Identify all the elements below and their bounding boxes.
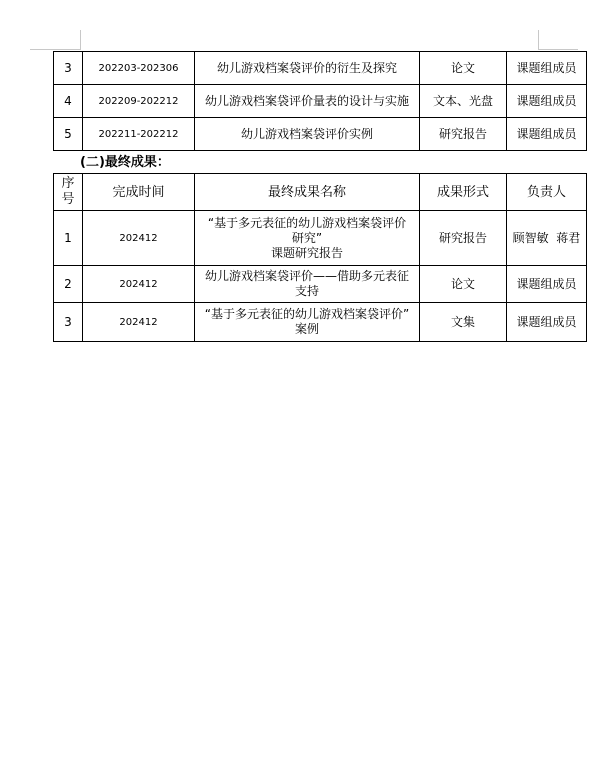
table-row [54, 211, 587, 266]
owner-cell: 课题组成员 [507, 118, 587, 151]
result-form-cell: 论文 [420, 266, 507, 303]
table-row [54, 118, 587, 151]
date-cell: 202209-202212 [83, 85, 195, 118]
result-form-cell: 论文 [420, 52, 507, 85]
stage-results-table [53, 51, 587, 151]
crop-mark-right-vertical [538, 30, 539, 50]
result-name-line: 研究” [291, 230, 323, 245]
result-name-cell: 幼儿游戏档案袋评价量表的设计与实施 [195, 85, 420, 118]
seq-cell: 1 [54, 211, 83, 266]
crop-mark-right-horizontal [538, 49, 578, 50]
crop-mark-left-horizontal [30, 49, 80, 50]
seq-cell: 3 [54, 303, 83, 342]
date-cell: 202412 [83, 266, 195, 303]
final-results-table [53, 173, 587, 342]
date-cell: 202412 [83, 303, 195, 342]
result-name-cell [195, 303, 420, 342]
result-name-cell: 幼儿游戏档案袋评价实例 [195, 118, 420, 151]
result-name-line: “基于多元表征的幼儿游戏档案袋评价 [207, 215, 407, 230]
table-row [54, 85, 587, 118]
header-seq-line2: 号 [61, 192, 75, 207]
seq-cell: 4 [54, 85, 83, 118]
owner-cell: 课题组成员 [507, 266, 587, 303]
result-name-line: “基于多元表征的幼儿游戏档案袋评价” [204, 307, 410, 321]
result-name-line: 幼儿游戏档案袋评价——借助多元表征 [204, 269, 409, 283]
owner-cell: 课题组成员 [507, 303, 587, 342]
table-row [54, 52, 587, 85]
result-name-cell [195, 211, 420, 266]
table-header-row [54, 174, 587, 211]
date-cell: 202203-202306 [83, 52, 195, 85]
header-date: 完成时间 [83, 174, 195, 211]
owner-cell: 课题组成员 [507, 85, 587, 118]
owner-cell: 课题组成员 [507, 52, 587, 85]
result-name-line: 课题研究报告 [270, 245, 343, 260]
result-form-cell: 研究报告 [420, 118, 507, 151]
header-name: 最终成果名称 [195, 174, 420, 211]
result-form-cell: 研究报告 [420, 211, 507, 266]
crop-mark-left-vertical [80, 30, 81, 50]
seq-cell: 2 [54, 266, 83, 303]
result-name-cell: 幼儿游戏档案袋评价的衍生及探究 [195, 52, 420, 85]
table-row [54, 303, 587, 342]
header-seq-line1: 序 [61, 176, 75, 191]
header-form: 成果形式 [420, 174, 507, 211]
owner-cell: 顾智敏 蒋君 [507, 211, 587, 266]
seq-cell: 3 [54, 52, 83, 85]
result-form-cell: 文集 [420, 303, 507, 342]
date-cell: 202412 [83, 211, 195, 266]
date-cell: 202211-202212 [83, 118, 195, 151]
header-seq [54, 174, 83, 211]
final-results-heading: (二)最终成果： [80, 155, 170, 170]
result-name-line: 案例 [294, 322, 319, 336]
result-form-cell: 文本、光盘 [420, 85, 507, 118]
seq-cell: 5 [54, 118, 83, 151]
result-name-line: 支持 [294, 284, 319, 298]
header-owner: 负责人 [507, 174, 587, 211]
result-name-cell [195, 266, 420, 303]
table-row [54, 266, 587, 303]
